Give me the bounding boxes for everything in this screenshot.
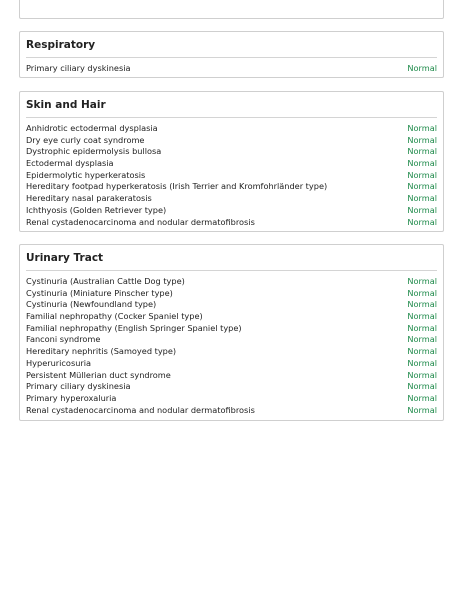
result-status: Normal: [407, 216, 437, 227]
condition-name: Hereditary nephritis (Samoyed type): [26, 346, 177, 357]
condition-name: Epidermolytic hyperkeratosis: [26, 169, 146, 180]
result-status: Normal: [407, 381, 437, 392]
condition-name: Ectodermal dysplasia: [26, 158, 114, 169]
result-row: [26, 370, 437, 382]
result-status: Normal: [407, 123, 437, 133]
result-row: [26, 146, 437, 158]
section-divider: [26, 270, 437, 271]
result-row: [26, 393, 437, 405]
section-urinary-tract: [19, 244, 444, 421]
section-respiratory: [19, 31, 444, 78]
condition-name: Primary ciliary dyskinesia: [26, 381, 131, 392]
result-status: Normal: [407, 134, 437, 145]
condition-name: Cystinuria (Australian Cattle Dog type): [26, 276, 185, 286]
result-list: [20, 123, 443, 228]
result-row: [26, 381, 437, 393]
result-row: [26, 170, 437, 182]
result-status: Normal: [407, 322, 437, 333]
result-row: [26, 346, 437, 358]
result-list: [20, 63, 443, 75]
result-status: Normal: [407, 146, 437, 157]
condition-name: Dystrophic epidermolysis bullosa: [26, 146, 162, 157]
condition-name: Hereditary nasal parakeratosis: [26, 193, 152, 204]
result-status: Normal: [407, 404, 437, 415]
result-status: Normal: [407, 276, 437, 286]
condition-name: Fanconi syndrome: [26, 334, 101, 345]
condition-name: Cystinuria (Miniature Pinscher type): [26, 287, 173, 298]
result-status: Normal: [407, 369, 437, 380]
result-row: [26, 405, 437, 417]
result-row: [26, 181, 437, 193]
section-title: Skin and Hair: [26, 99, 106, 111]
section-title: Urinary Tract: [26, 252, 104, 264]
condition-name: Cystinuria (Newfoundland type): [26, 299, 157, 310]
result-list: [20, 276, 443, 416]
section-divider: [26, 57, 437, 58]
result-status: Normal: [407, 169, 437, 180]
condition-name: Anhidrotic ectodermal dysplasia: [26, 123, 158, 133]
result-status: Normal: [407, 204, 437, 215]
result-row: [26, 358, 437, 370]
result-row: [26, 323, 437, 335]
result-status: Normal: [407, 357, 437, 368]
result-row: [26, 205, 437, 217]
previous-section-card: [19, 0, 444, 19]
condition-name: Dry eye curly coat syndrome: [26, 134, 145, 145]
result-status: Normal: [407, 346, 437, 357]
result-row: [26, 158, 437, 170]
condition-name: Hereditary footpad hyperkeratosis (Irish Terrier and Kromfohrländer type): [26, 181, 328, 192]
result-status: Normal: [407, 193, 437, 204]
condition-name: Primary hyperoxaluria: [26, 392, 117, 403]
condition-name: Hyperuricosuria: [26, 357, 92, 368]
section-title: Respiratory: [26, 39, 96, 51]
result-status: Normal: [407, 158, 437, 169]
result-row: [26, 63, 437, 75]
condition-name: Familial nephropathy (Cocker Spaniel type): [26, 311, 203, 322]
result-row: [26, 217, 437, 229]
result-row: [26, 334, 437, 346]
result-status: Normal: [407, 287, 437, 298]
result-status: Normal: [407, 392, 437, 403]
result-row: [26, 288, 437, 300]
result-status: Normal: [407, 311, 437, 322]
result-row: [26, 135, 437, 147]
condition-name: Familial nephropathy (English Springer Spaniel type): [26, 322, 242, 333]
result-row: [26, 193, 437, 205]
result-status: Normal: [407, 63, 437, 73]
section-divider: [26, 117, 437, 118]
result-status: Normal: [407, 181, 437, 192]
result-row: [26, 276, 437, 288]
condition-name: Ichthyosis (Golden Retriever type): [26, 204, 167, 215]
condition-name: Renal cystadenocarcinoma and nodular dermatofibrosis: [26, 404, 255, 415]
section-skin-and-hair: [19, 91, 444, 232]
result-row: [26, 311, 437, 323]
result-row: [26, 123, 437, 135]
result-status: Normal: [407, 299, 437, 310]
condition-name: Renal cystadenocarcinoma and nodular dermatofibrosis: [26, 216, 255, 227]
condition-name: Persistent Müllerian duct syndrome: [26, 369, 171, 380]
condition-name: Primary ciliary dyskinesia: [26, 63, 131, 73]
result-status: Normal: [407, 334, 437, 345]
result-row: [26, 299, 437, 311]
